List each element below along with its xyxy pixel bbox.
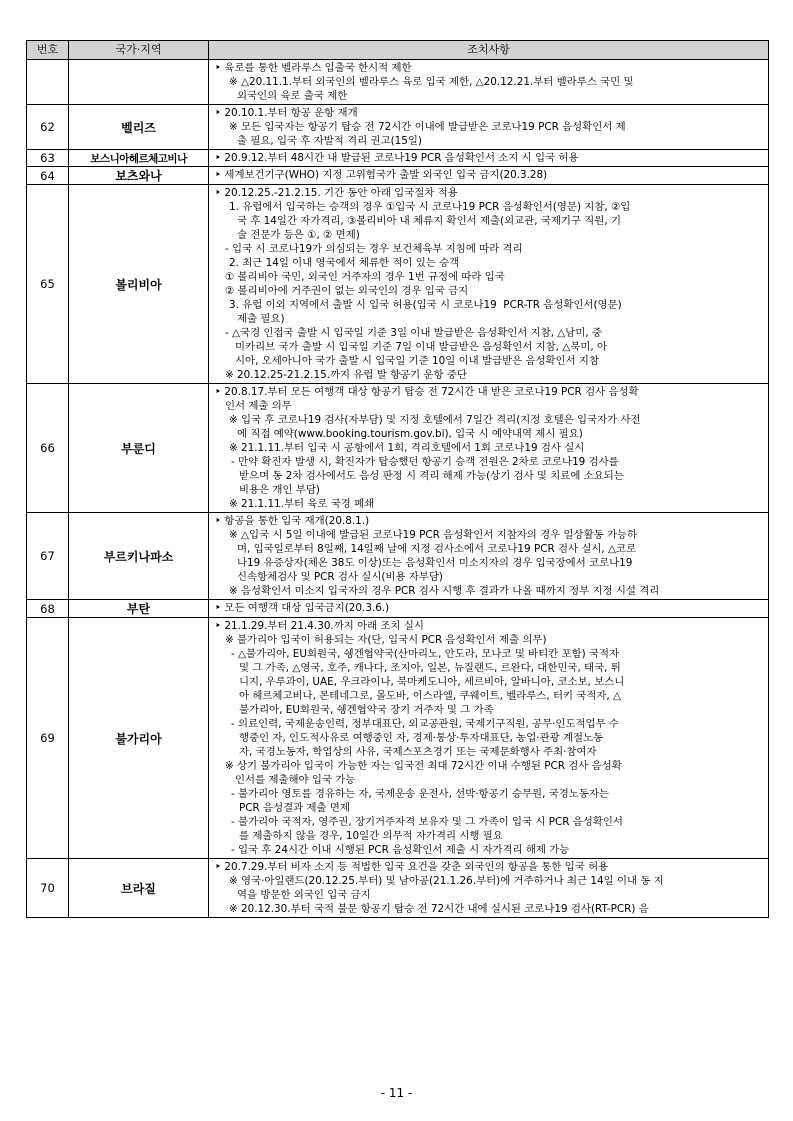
measure-line: ‣ 항공을 통한 입국 재개(20.8.1.) — [215, 515, 370, 527]
measure-line: 1. 유럽에서 입국하는 승객의 경우 ①입국 시 코로나19 PCR 음성확인서(영문) 지참, ②입 — [229, 201, 631, 213]
measure-line: ‣ 모든 여행객 대상 입국금지(20.3.6.) — [215, 602, 390, 614]
table-row — [27, 167, 769, 185]
measure-line: ※ 불가리아 입국이 허용되는 자(단, 입국시 PCR 음성확인서 제출 의무) — [225, 634, 547, 646]
measure-line: - 입국 후 24시간 이내 시행된 PCR 음성확인서 제출 시 자가격리 해제 가능 — [231, 844, 570, 856]
measure-line: 출 필요, 입국 후 자발적 격리 권고(15일) — [237, 135, 422, 147]
country-name — [69, 60, 209, 105]
country-name: 부룬디 — [69, 384, 209, 513]
measure-line: ※ 20.12.30.부터 국적 불문 항공기 탑승 전 72시간 내에 실시된 코로나19 검사(RT-PCR) 음 — [229, 903, 649, 915]
measure-line: - 불가리아 영토를 경유하는 자, 국제운송 운전사, 선박·항공기 승무원, 국경노동자는 — [231, 788, 609, 800]
measure-line: ※ 입국 후 코로나19 검사(자부담) 및 지정 호텔에서 7일간 격리(지정 호텔은 입국자가 사전 — [229, 414, 641, 426]
row-number: 64 — [27, 167, 69, 185]
measures-cell — [209, 513, 769, 600]
country-name: 볼리비아 — [69, 185, 209, 384]
table-row — [27, 105, 769, 150]
measures-cell — [209, 150, 769, 167]
measure-line: PCR 음성결과 제출 면제 — [239, 802, 350, 814]
table-row — [27, 185, 769, 384]
measures-cell — [209, 600, 769, 618]
row-number: 62 — [27, 105, 69, 150]
measure-line: ※ 20.12.25-21.2.15.까지 유럽 발 항공기 운항 중단 — [225, 369, 467, 381]
page-number: - 11 - — [380, 1086, 413, 1100]
measure-line: 시아, 오세아니아 국가 출발 시 입국일 기준 10일 이내 발급받은 음성확인서 지참 — [235, 355, 600, 367]
measure-line: 비용은 개인 부담) — [239, 484, 320, 496]
measures-cell — [209, 384, 769, 513]
header-measures: 조치사항 — [209, 41, 769, 60]
country-name: 브라질 — [69, 859, 209, 918]
measure-line: ※ 21.1.11.부터 입국 시 공항에서 1회, 격리호텔에서 1회 코로나19 검사 실시 — [229, 442, 585, 454]
measure-line: ‣ 20.9.12.부터 48시간 내 발급된 코로나19 PCR 음성확인서 소지 시 입국 허용 — [215, 152, 579, 164]
header-num: 번호 — [27, 41, 69, 60]
table-row — [27, 150, 769, 167]
measures-table — [26, 40, 769, 918]
measure-line: - △국경 인접국 출발 시 입국일 기준 3일 이내 발급받은 음성확인서 지참, △남미, 중 — [225, 327, 603, 339]
measure-line: ② 볼리비아에 거주권이 없는 외국인의 경우 입국 금지 — [225, 285, 469, 297]
measure-line: 를 제출하지 않을 경우, 10일간 의무적 자가격리 시행 필요 — [239, 830, 503, 842]
measure-line: ‣ 20.8.17.부터 모든 여행객 대상 항공기 탑승 전 72시간 내 받은 코로나19 PCR 검사 음성확 — [215, 386, 639, 398]
row-number: 66 — [27, 384, 69, 513]
document-page — [26, 40, 768, 918]
measure-line: ※ 모든 입국자는 항공기 탑승 전 72시간 이내에 발급받은 코로나19 PCR 음성확인서 제 — [229, 121, 626, 133]
measure-line: ‣ 20.10.1.부터 항공 운항 재개 — [215, 107, 358, 119]
measure-line: 신속항체검사 및 PCR 검사 실시(비용 자부담) — [237, 571, 443, 583]
measure-line: ※ 음성확인서 미소지 입국자의 경우 PCR 검사 시행 후 결과가 나올 때까지 정부 지정 시설 격리 — [229, 585, 660, 597]
measure-line: ※ 상기 불가리아 입국이 가능한 자는 입국전 최대 72시간 이내 수행된 PCR 검사 음성확 — [225, 760, 622, 772]
measures-cell — [209, 185, 769, 384]
measure-line: ‣ 20.7.29.부터 비자 소지 등 적법한 입국 요건을 갖춘 외국인의 항공을 통한 입국 허용 — [215, 861, 609, 873]
table-row — [27, 618, 769, 859]
measure-line: - 불가리아 국적자, 영주권, 장기거주자격 보유자 및 그 가족이 입국 시 PCR 음성확인서 — [231, 816, 623, 828]
row-number: 63 — [27, 150, 69, 167]
measure-line: 2. 최근 14일 이내 영국에서 체류한 적이 있는 승객 — [229, 257, 460, 269]
measure-line: 행중인 자, 인도적사유로 여행중인 자, 경제·통상·투자대표단, 농업·관광 계절노동 — [239, 732, 604, 744]
measure-line: 역을 방문한 외국인 입국 금지 — [237, 889, 371, 901]
measure-line: 니지, 우루과이, UAE, 우크라이나, 북마케도니아, 세르비아, 알바니아, 코소보, 보스니 — [239, 676, 625, 688]
row-number — [27, 60, 69, 105]
measure-line: - 입국 시 코로나19가 의심되는 경우 보건체육부 지침에 따라 격리 — [225, 243, 523, 255]
measures-cell — [209, 618, 769, 859]
measure-line: 받으며 동 2차 검사에서도 음성 판정 시 격리 해제 가능(상기 검사 및 치료에 소요되는 — [239, 470, 624, 482]
table-row — [27, 859, 769, 918]
measures-cell — [209, 105, 769, 150]
measure-line: 제출 필요) — [237, 313, 285, 325]
measure-line: 및 그 가족, △영국, 호주, 캐나다, 조지아, 일본, 뉴질랜드, 르완다, 대한민국, 태국, 튀 — [239, 662, 621, 674]
measure-line: 아 헤르체고비나, 몬테네그로, 몰도바, 이스라엘, 쿠웨이트, 벨라루스, 터키 국적자, △ — [239, 690, 622, 702]
measure-line: ‣ 20.12.25.-21.2.15. 기간 동안 아래 입국절차 적용 — [215, 187, 458, 199]
measure-line: ① 볼리비아 국민, 외국인 거주자의 경우 1번 규정에 따라 입국 — [225, 271, 505, 283]
table-row — [27, 384, 769, 513]
measure-line: ※ △20.11.1.부터 외국인의 벨라루스 육로 입국 제한, △20.12.21.부터 벨라루스 국민 및 — [229, 76, 634, 88]
measure-line: 외국인의 육로 출국 제한 — [237, 90, 348, 102]
measure-line: 인서 제출 의무 — [225, 400, 292, 412]
row-number: 69 — [27, 618, 69, 859]
measure-line: 술 전문가 등은 ①, ② 면제) — [237, 229, 360, 241]
measure-line: 인서를 제출해야 입국 가능 — [235, 774, 356, 786]
measure-line: 며, 입국일로부터 8일째, 14일째 날에 지정 검사소에서 코로나19 PCR 검사 실시, △코로 — [237, 543, 637, 555]
measure-line: - 의료인력, 국제운송인력, 정부대표단, 외교공관원, 국제기구직원, 공무·인도적업무 수 — [231, 718, 619, 730]
country-name: 부탄 — [69, 600, 209, 618]
measure-line: - 만약 확진자 발생 시, 확진자가 탑승했던 항공기 승객 전원은 2차로 코로나19 검사를 — [231, 456, 619, 468]
measure-line: ※ 21.1.11.부터 육로 국경 폐쇄 — [229, 498, 375, 510]
row-number: 70 — [27, 859, 69, 918]
measure-line: ※ 영국·아일랜드(20.12.25.부터) 및 남아공(21.1.26.부터)에 거주하거나 최근 14일 이내 동 지 — [229, 875, 664, 887]
measure-line: - △불가리아, EU회원국, 쉥겐협약국(산마리노, 안도라, 모나코 및 바티칸 포함) 국적자 — [231, 648, 620, 660]
country-name: 불가리아 — [69, 618, 209, 859]
measure-line: ‣ 세계보건기구(WHO) 지정 고위험국가 출발 외국인 입국 금지(20.3.28) — [215, 169, 548, 181]
measure-line: ※ △입국 시 5일 이내에 발급된 코로나19 PCR 음성확인서 지참자의 경우 일상활동 가능하 — [229, 529, 638, 541]
table-row — [27, 513, 769, 600]
header-country: 국가·지역 — [69, 41, 209, 60]
measures-cell — [209, 859, 769, 918]
measure-line: 자, 국경노동자, 학업상의 사유, 국제스포츠경기 또는 국제문화행사 주최·참여자 — [239, 746, 597, 758]
measure-line: 나19 유증상자(체온 38도 이상)또는 음성확인서 미소지자의 경우 입국장에서 코로나19 — [237, 557, 633, 569]
table-header-row — [27, 41, 769, 60]
measure-line: 국 후 14일간 자가격리, ③볼리비아 내 체류지 확인서 제출(외교관, 국제기구 직원, 기 — [237, 215, 621, 227]
row-number: 67 — [27, 513, 69, 600]
measure-line: ‣ 육로를 통한 벨라루스 입출국 한시적 제한 — [215, 62, 412, 74]
measure-line: 3. 유럽 이외 지역에서 출발 시 입국 허용(입국 시 코로나19 PCR-TR 음성확인서(영문) — [229, 299, 622, 311]
country-name: 부르키나파소 — [69, 513, 209, 600]
row-number: 65 — [27, 185, 69, 384]
country-name: 보츠와나 — [69, 167, 209, 185]
row-number: 68 — [27, 600, 69, 618]
measure-line: ‣ 21.1.29.부터 21.4.30.까지 아래 조치 실시 — [215, 620, 424, 632]
table-body — [27, 60, 769, 918]
table-row — [27, 60, 769, 105]
measures-cell — [209, 167, 769, 185]
country-name: 보스니아헤르체고비나 — [69, 150, 209, 167]
measure-line: 에 직접 예약(www.booking.tourism.gov.bi), 입국 시 예약내역 제시 필요) — [237, 428, 583, 440]
country-name: 벨리즈 — [69, 105, 209, 150]
measures-cell — [209, 60, 769, 105]
measure-line: 미카리브 국가 출발 시 입국일 기준 7일 이내 발급받은 음성확인서 지참, △북미, 아 — [235, 341, 607, 353]
table-row — [27, 600, 769, 618]
measure-line: 불가리아, EU회원국, 쉥겐협약국 장기 거주자 및 그 가족 — [239, 704, 494, 716]
